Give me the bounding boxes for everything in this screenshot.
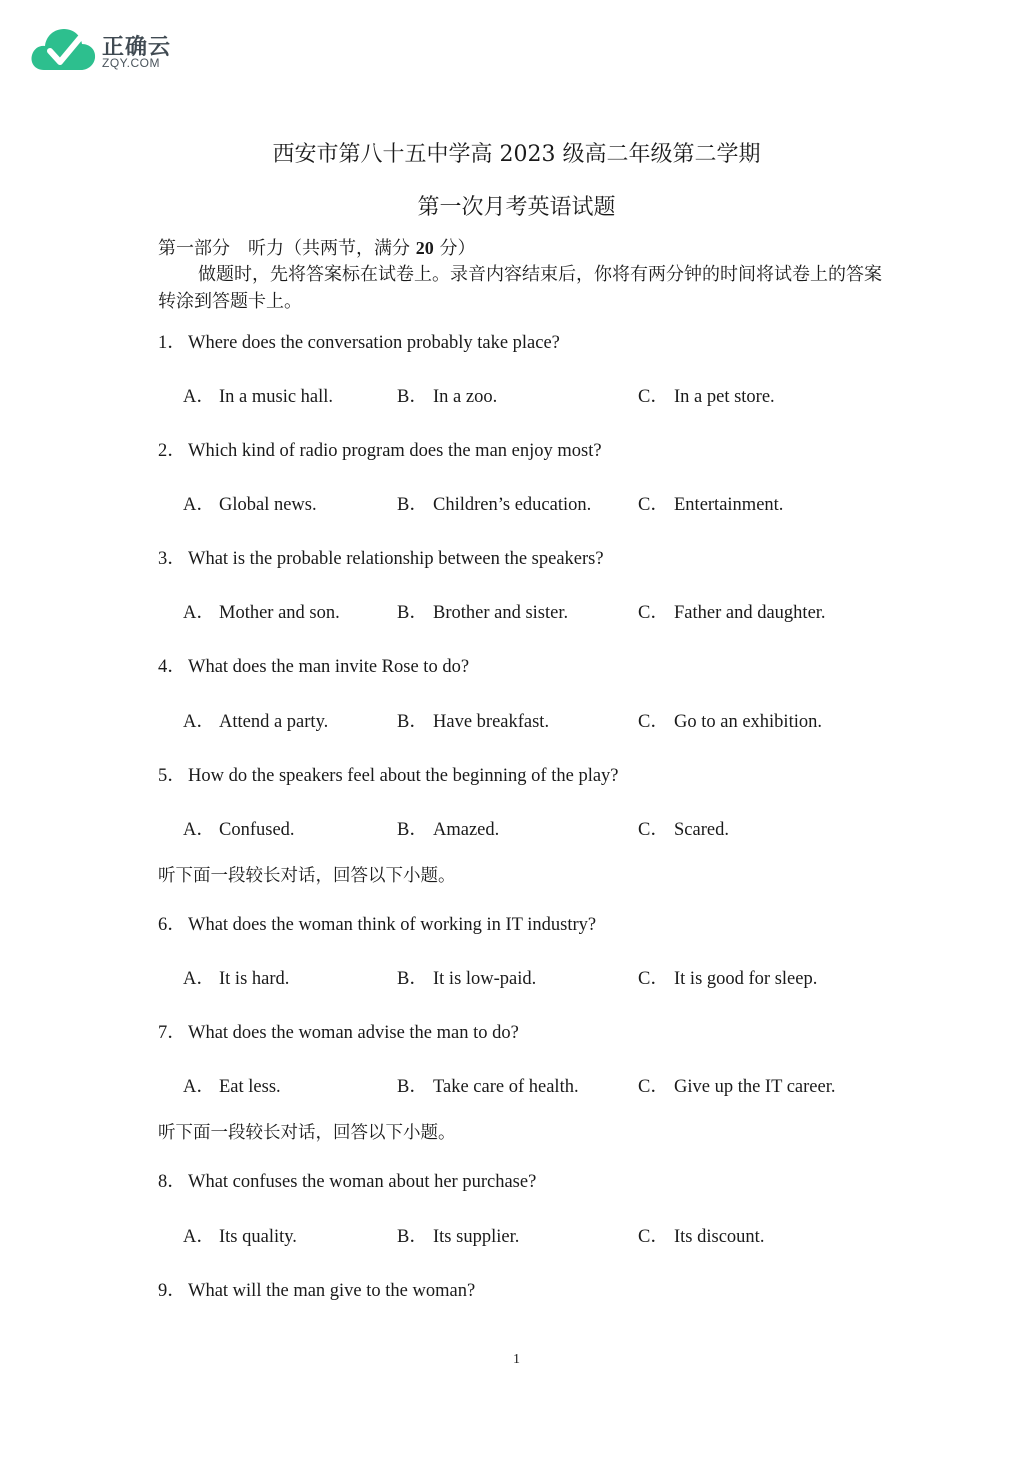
q7-option-a: A． Eat less. <box>183 1077 281 1097</box>
q2-option-c: C． Entertainment. <box>638 495 784 515</box>
q2-option-b: B． Children’s education. <box>397 495 592 515</box>
q4-option-a: A． Attend a party. <box>183 712 329 732</box>
q1-option-b: B． In a zoo. <box>397 387 498 407</box>
q5-option-b: B． Amazed. <box>397 820 500 840</box>
zqy-logo <box>30 24 190 76</box>
q2-option-a: A． Global news. <box>183 495 317 515</box>
cloud-check-icon <box>30 24 98 76</box>
q8-option-b: B． Its supplier. <box>397 1227 520 1247</box>
q8-option-c: C． Its discount. <box>638 1227 765 1247</box>
question-2: 2． Which kind of radio program does the man enjoy most? <box>158 441 602 461</box>
q5-option-a: A． Confused. <box>183 820 295 840</box>
logo-chinese-text: 正确云 <box>102 35 172 60</box>
q6-option-a: A． It is hard. <box>183 969 290 989</box>
question-3: 3． What is the probable relationship between the speakers? <box>158 549 604 569</box>
q3-option-a: A． Mother and son. <box>183 603 340 623</box>
page-number: 1 <box>513 1352 520 1367</box>
section-prefix: 第一部分 听力（共两节，满分 <box>158 238 416 259</box>
question-9: 9． What will the man give to the woman? <box>158 1281 476 1301</box>
q6-option-c: C． It is good for sleep. <box>638 969 818 989</box>
q3-option-c: C． Father and daughter. <box>638 603 826 623</box>
section-suffix: 分） <box>433 238 476 259</box>
q5-option-c: C． Scared. <box>638 820 729 840</box>
q1-option-c: C． In a pet store. <box>638 387 775 407</box>
q4-option-c: C． Go to an exhibition. <box>638 712 822 732</box>
exam-title-line1: 西安市第八十五中学高 2023 级高二年级第二学期 <box>272 142 761 167</box>
sub-instruction-1: 听下面一段较长对话，回答以下小题。 <box>158 866 456 886</box>
section-heading <box>158 235 475 262</box>
q7-option-c: C． Give up the IT career. <box>638 1077 836 1097</box>
question-5: 5． How do the speakers feel about the beginning of the play? <box>158 766 619 786</box>
q4-option-b: B． Have breakfast. <box>397 712 550 732</box>
question-6: 6． What does the woman think of working in IT industry? <box>158 915 597 935</box>
sub-instruction-2: 听下面一段较长对话，回答以下小题。 <box>158 1123 456 1143</box>
section-score: 20 <box>415 238 434 258</box>
q8-option-a: A． Its quality. <box>183 1227 297 1247</box>
question-4: 4． What does the man invite Rose to do? <box>158 657 470 677</box>
q7-option-b: B． Take care of health. <box>397 1077 579 1097</box>
q6-option-b: B． It is low-paid. <box>397 969 537 989</box>
section-instruction: 做题时，先将答案标在试卷上。录音内容结束后，你将有两分钟的时间将试卷上的答案转涂到答题卡上。 <box>158 264 882 312</box>
exam-title-line2: 第一次月考英语试题 <box>417 195 616 220</box>
logo-english-text: ZQY.COM <box>102 56 160 70</box>
q3-option-b: B． Brother and sister. <box>397 603 569 623</box>
question-7: 7． What does the woman advise the man to do? <box>158 1023 519 1043</box>
question-8: 8． What confuses the woman about her purchase? <box>158 1172 537 1192</box>
q1-option-a: A． In a music hall. <box>183 387 334 407</box>
question-1: 1． Where does the conversation probably take place? <box>158 333 560 353</box>
